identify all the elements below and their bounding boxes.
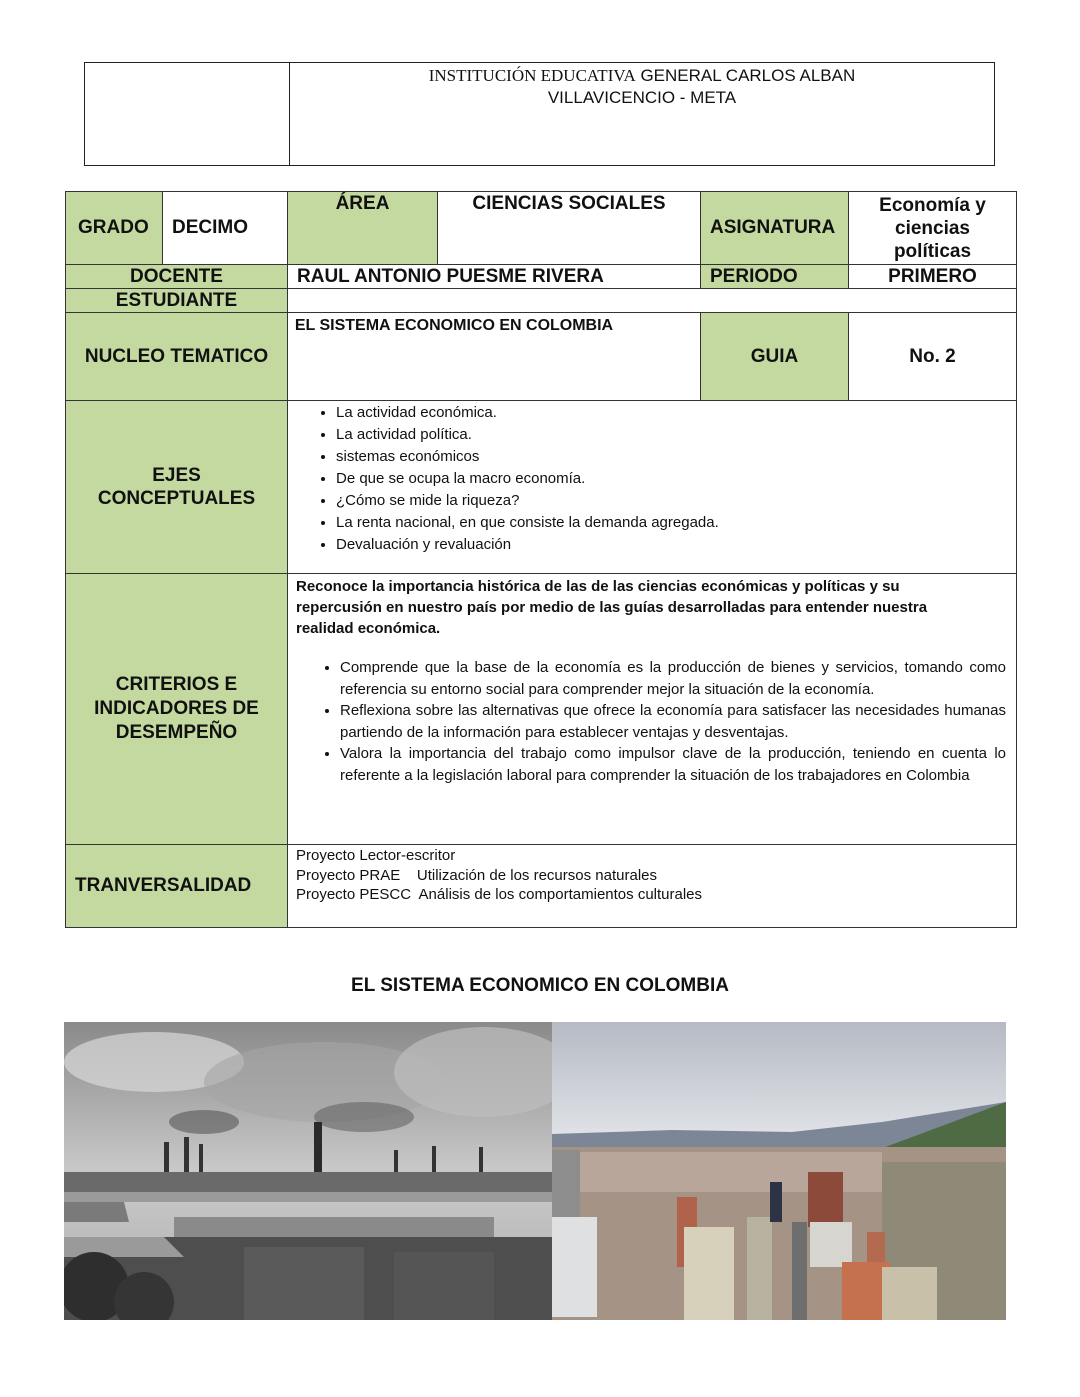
nucleo-value: EL SISTEMA ECONOMICO EN COLOMBIA bbox=[288, 313, 701, 401]
logo-cell bbox=[85, 63, 290, 165]
criterios-label-line-2: INDICADORES DE bbox=[94, 698, 259, 719]
asignatura-value bbox=[849, 192, 1017, 265]
list-item: • Devaluación y revaluación bbox=[336, 534, 1016, 556]
list-item: • ¿Cómo se mide la riqueza? bbox=[336, 490, 1016, 512]
industrial-city-image bbox=[64, 1022, 552, 1320]
ejes-label bbox=[66, 401, 288, 574]
city-photo-icon bbox=[552, 1022, 1006, 1320]
asignatura-line-2: ciencias bbox=[895, 217, 970, 239]
area-value: CIENCIAS SOCIALES bbox=[438, 192, 701, 265]
institution-prefix: INSTITUCIÓN EDUCATIVA bbox=[428, 66, 636, 85]
transversalidad-content bbox=[288, 845, 1017, 928]
list-item: • La renta nacional, en que consiste la demanda agregada. bbox=[336, 512, 1016, 534]
guia-value: No. 2 bbox=[849, 313, 1017, 401]
criterios-label bbox=[66, 574, 288, 845]
transversalidad-label: TRANVERSALIDAD bbox=[66, 845, 288, 928]
docente-value: RAUL ANTONIO PUESME RIVERA bbox=[288, 265, 701, 289]
criterios-label-line-3: DESEMPEÑO bbox=[115, 722, 238, 743]
grado-label: GRADO bbox=[66, 192, 163, 265]
estudiante-label: ESTUDIANTE bbox=[66, 289, 288, 313]
criterios-content bbox=[288, 574, 1017, 845]
ejes-label-line-2: CONCEPTUALES bbox=[97, 488, 256, 509]
asignatura-label: ASIGNATURA bbox=[701, 192, 849, 265]
list-item: • La actividad política. bbox=[336, 424, 1016, 446]
asignatura-line-3: políticas bbox=[893, 240, 972, 262]
grado-value: DECIMO bbox=[163, 192, 288, 265]
list-item: • sistemas económicos bbox=[336, 446, 1016, 468]
institution-name: GENERAL CARLOS ALBAN bbox=[640, 66, 856, 85]
criterios-intro: Reconoce la importancia histórica de las de las ciencias económicas y políticas y su repercusión en nuestro país por medio de las guías desarrolladas para entender nuestra realidad económica. bbox=[296, 578, 928, 637]
bogota-city-image bbox=[552, 1022, 1006, 1320]
docente-label: DOCENTE bbox=[66, 265, 288, 289]
list-item: • Reflexiona sobre las alternativas que ofrece la economía para satisfacer las necesidades humanas partiendo de la información para establecer ventajas y desventajas. bbox=[340, 700, 1006, 743]
ejes-list bbox=[288, 402, 1016, 556]
estudiante-field[interactable] bbox=[288, 289, 1017, 313]
section-title: EL SISTEMA ECONOMICO EN COLOMBIA bbox=[351, 975, 729, 996]
area-label: ÁREA bbox=[288, 192, 438, 265]
ejes-label-line-1: EJES bbox=[152, 465, 201, 486]
nucleo-label: NUCLEO TEMATICO bbox=[66, 313, 288, 401]
periodo-value: PRIMERO bbox=[849, 265, 1017, 289]
ejes-content bbox=[288, 401, 1017, 574]
institution-location: VILLAVICENCIO - META bbox=[547, 88, 737, 107]
institution-header bbox=[84, 62, 995, 166]
transversalidad-item: Proyecto PESCC Análisis de los comportamientos culturales bbox=[296, 886, 703, 903]
periodo-label: PERIODO bbox=[701, 265, 849, 289]
list-item: • La actividad económica. bbox=[336, 402, 1016, 424]
asignatura-line-1: Economía y bbox=[879, 194, 986, 216]
guide-info-table bbox=[65, 191, 1017, 928]
transversalidad-item: Proyecto Lector-escritor bbox=[296, 847, 456, 864]
institution-title bbox=[290, 63, 994, 165]
industrial-photo-icon bbox=[64, 1022, 552, 1320]
guia-label: GUIA bbox=[701, 313, 849, 401]
criterios-label-line-1: CRITERIOS E bbox=[115, 674, 238, 695]
list-item: • Comprende que la base de la economía es la producción de bienes y servicios, tomando como referencia su entorno social para comprender mejor la situación de la economía. bbox=[340, 657, 1006, 700]
list-item: • Valora la importancia del trabajo como impulsor clave de la producción, teniendo en cuenta lo referente a la legislación laboral para comprender la situación de los trabajadores en Colombia bbox=[340, 743, 1006, 786]
criterios-list bbox=[288, 657, 1006, 786]
transversalidad-item: Proyecto PRAE Utilización de los recursos naturales bbox=[296, 866, 657, 884]
list-item: • De que se ocupa la macro economía. bbox=[336, 468, 1016, 490]
